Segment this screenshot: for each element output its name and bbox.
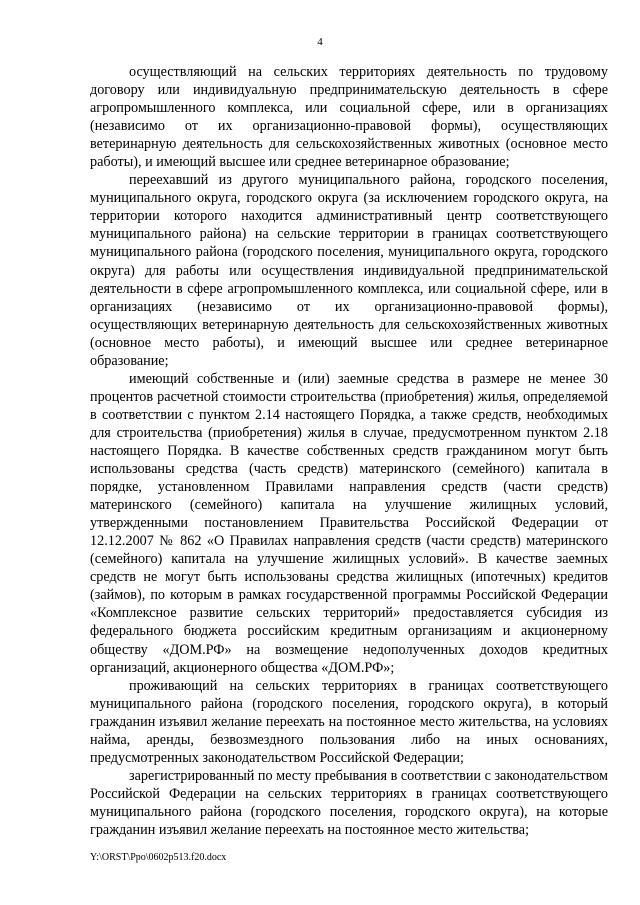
paragraph-5: зарегистрированный по месту пребывания в соответствии с законодательством Российской Федерации на сельских территориях в границах соответствующего муниципального района (городского поселения, городского округа), на которые гражданин изъявил желание переехать на постоянное место жительства; [90, 767, 608, 838]
document-body [90, 63, 608, 839]
paragraph-1: осуществляющий на сельских территориях деятельность по трудовому договору или индивидуальную предпринимательскую деятельность в сфере агропромышленного комплекса, или социальной сфере, или в организациях (независимо от их организационно-правовой формы), осуществляющих ветеринарную деятельность для сельскохозяйственных животных (основное место работы), и имеющий высшее или среднее ветеринарное образование; [90, 64, 608, 171]
paragraph-3: имеющий собственные и (или) заемные средства в размере не менее 30 процентов расчетной стоимости строительства (приобретения) жилья, определяемой в соответствии с пунктом 2.14 настоящего Порядка, а также средств, необходимых для строительства (приобретения) жилья в случае, предусмотренном пунктом 2.18 настоящего Порядка. В качестве собственных средств гражданином могут быть использованы средства (часть средств) материнского (семейного) капитала в порядке, установленном Правилами направления средств (части средств) материнского (семейного) капитала на улучшение жилищных условий, утвержденными постановлением Правительства Российской Федерации от 12.12.2007 № 862 «О Правилах направления средств (части средств) материнского (семейного) капитала на улучшение жилищных условий». В качестве заемных средств не могут быть использованы средства жилищных (ипотечных) кредитов (займов), по которым в рамках государственной программы Российской Федерации «Комплексное развитие сельских территорий» предоставляется субсидия из федерального бюджета российским кредитным организациям и акционерному обществу «ДОМ.РФ» на возмещение недополученных доходов кредитных организаций, акционерного общества «ДОМ.РФ»; [90, 370, 608, 676]
paragraph-2: переехавший из другого муниципального района, городского поселения, муниципального округа, городского округа (за исключением городского округа, на территории которого находится административный центр соответствующего муниципального района) на сельские территории в границах соответствующего муниципального района (городского поселения, муниципального округа, городского округа) для работы или осуществления индивидуальной предпринимательской деятельности в сфере агропромышленного комплекса, или социальной сфере, или в организациях (независимо от их организационно-правовой формы), осуществляющих ветеринарную деятельность для сельскохозяйственных животных (основное место работы), и имеющий высшее или среднее ветеринарное образование; [90, 172, 608, 369]
footer-file-path: Y:\ORST\Ppo\0602p513.f20.docx [90, 852, 227, 863]
paragraph-4: проживающий на сельских территориях в границах соответствующего муниципального района (городского поселения, городского округа), в который гражданин изъявил желание переехать на постоянное место жительства, на условиях найма, аренды, безвозмездного пользования либо на иных основаниях, предусмотренных законодательством Российской Федерации; [90, 677, 608, 766]
page-number: 4 [317, 36, 323, 48]
